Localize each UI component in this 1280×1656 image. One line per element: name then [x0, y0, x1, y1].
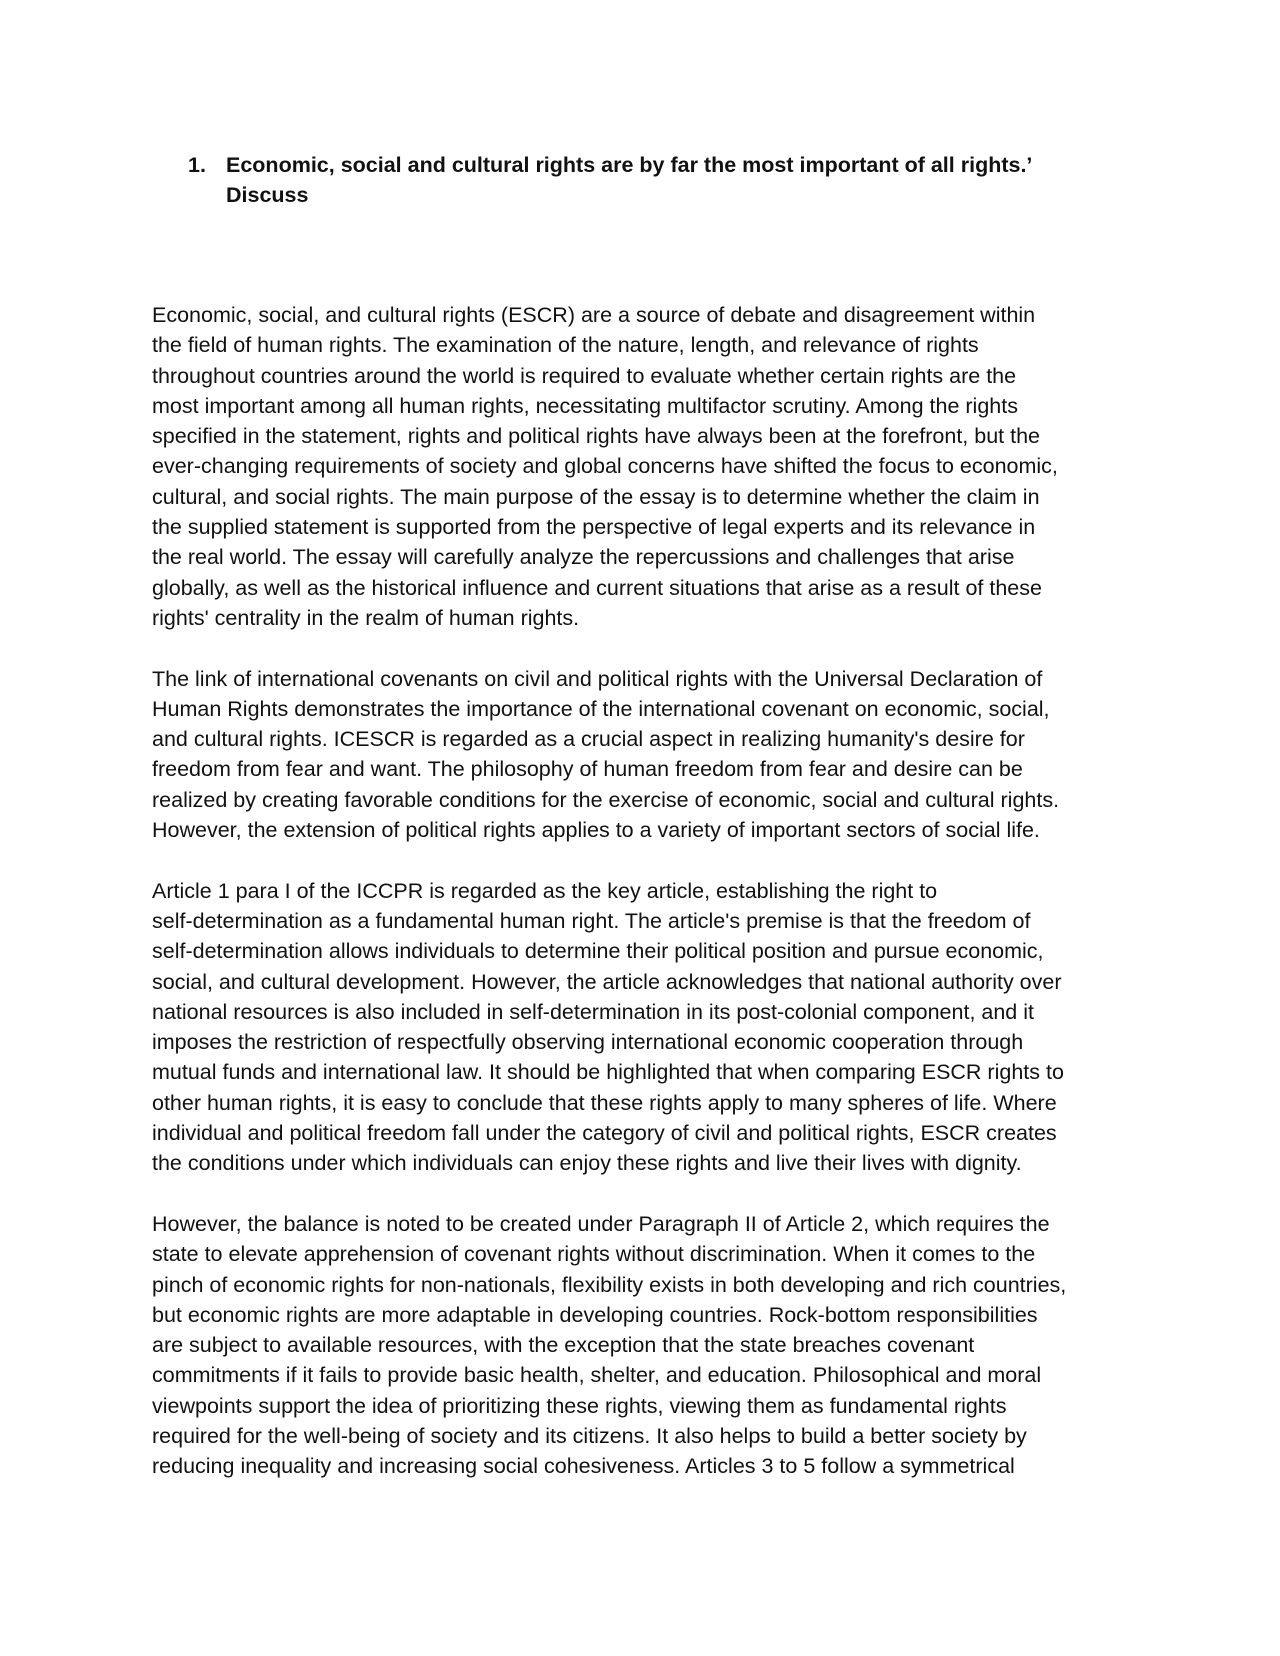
paragraph-line: other human rights, it is easy to conclude that these rights apply to many spheres of life. Where — [152, 1090, 1057, 1115]
paragraph-line: throughout countries around the world is required to evaluate whether certain rights are the — [152, 363, 1017, 388]
paragraph-line: the field of human rights. The examination of the nature, length, and relevance of rights — [152, 333, 979, 358]
paragraph-line: cultural, and social rights. The main purpose of the essay is to determine whether the claim in — [152, 484, 1040, 509]
paragraph-line: are subject to available resources, with the exception that the state breaches covenant — [152, 1333, 975, 1358]
paragraph-line: However, the extension of political rights applies to a variety of important sectors of social life. — [152, 818, 1040, 843]
paragraph-line: commitments if it fails to provide basic health, shelter, and education. Philosophical and moral — [152, 1363, 1042, 1388]
paragraph-line: national resources is also included in self-determination in its post-colonial component, and it — [152, 999, 1034, 1024]
paragraph-line: Article 1 para I of the ICCPR is regarded as the key article, establishing the right to — [152, 878, 938, 903]
paragraph-line: reducing inequality and increasing social cohesiveness. Articles 3 to 5 follow a symmetrical — [152, 1454, 1015, 1479]
paragraph-line: mutual funds and international law. It should be highlighted that when comparing ESCR rights to — [152, 1060, 1064, 1085]
paragraph-line: pinch of economic rights for non-nationals, flexibility exists in both developing and rich countries, — [152, 1272, 1067, 1297]
question-heading — [188, 150, 1148, 210]
paragraph — [152, 664, 1132, 846]
paragraph — [152, 1209, 1132, 1482]
paragraph-line: realized by creating favorable conditions for the exercise of economic, social and cultural rights. — [152, 787, 1060, 812]
paragraph-line: social, and cultural development. However, the article acknowledges that national authority over — [152, 969, 1062, 994]
paragraph-line: individual and political freedom fall under the category of civil and political rights, ESCR creates — [152, 1121, 1057, 1146]
paragraph-line: required for the well-being of society and its citizens. It also helps to build a better society by — [152, 1423, 1027, 1448]
paragraph-line: the conditions under which individuals can enjoy these rights and live their lives with dignity. — [152, 1151, 1022, 1176]
paragraph-line: imposes the restriction of respectfully observing international economic cooperation through — [152, 1030, 1024, 1055]
paragraph-line: self-determination allows individuals to determine their political position and pursue economic, — [152, 939, 1044, 964]
paragraph — [152, 300, 1132, 633]
question-text — [226, 150, 1148, 210]
paragraph-line: but economic rights are more adaptable in developing countries. Rock-bottom responsibilities — [152, 1302, 1038, 1327]
paragraph-line: The link of international covenants on civil and political rights with the Universal Declaration of — [152, 666, 1043, 691]
question-number: 1. — [188, 153, 206, 177]
paragraph-line: Economic, social, and cultural rights (ESCR) are a source of debate and disagreement within — [152, 303, 1036, 327]
paragraph-line: most important among all human rights, necessitating multifactor scrutiny. Among the rights — [152, 393, 1018, 418]
paragraph-line: specified in the statement, rights and political rights have always been at the forefront, but the — [152, 424, 1040, 449]
paragraph-line: viewpoints support the idea of prioritizing these rights, viewing them as fundamental rights — [152, 1393, 1007, 1418]
paragraph-line: self-determination as a fundamental human right. The article's premise is that the freedom of — [152, 908, 1031, 933]
essay-body — [152, 300, 1132, 1512]
paragraph-line: the real world. The essay will carefully analyze the repercussions and challenges that arise — [152, 545, 1015, 570]
question-line: Economic, social and cultural rights are by far the most important of all rights.’ — [226, 153, 1033, 177]
paragraph-line: freedom from fear and want. The philosophy of human freedom from fear and desire can be — [152, 757, 1023, 782]
paragraph-line: However, the balance is noted to be created under Paragraph II of Article 2, which requires the — [152, 1211, 1050, 1236]
paragraph-line: the supplied statement is supported from the perspective of legal experts and its relevance in — [152, 515, 1036, 540]
paragraph-line: and cultural rights. ICESCR is regarded as a crucial aspect in realizing humanity's desire for — [152, 727, 1025, 752]
paragraph-line: rights' centrality in the realm of human rights. — [152, 605, 580, 630]
paragraph-line: state to elevate apprehension of covenant rights without discrimination. When it comes to the — [152, 1242, 1036, 1267]
paragraph-line: globally, as well as the historical influence and current situations that arise as a result of these — [152, 575, 1042, 600]
question-line: Discuss — [226, 183, 309, 207]
paragraph — [152, 876, 1132, 1179]
paragraph-line: ever-changing requirements of society and global concerns have shifted the focus to economic, — [152, 454, 1058, 479]
paragraph-line: Human Rights demonstrates the importance of the international covenant on economic, social, — [152, 696, 1050, 721]
